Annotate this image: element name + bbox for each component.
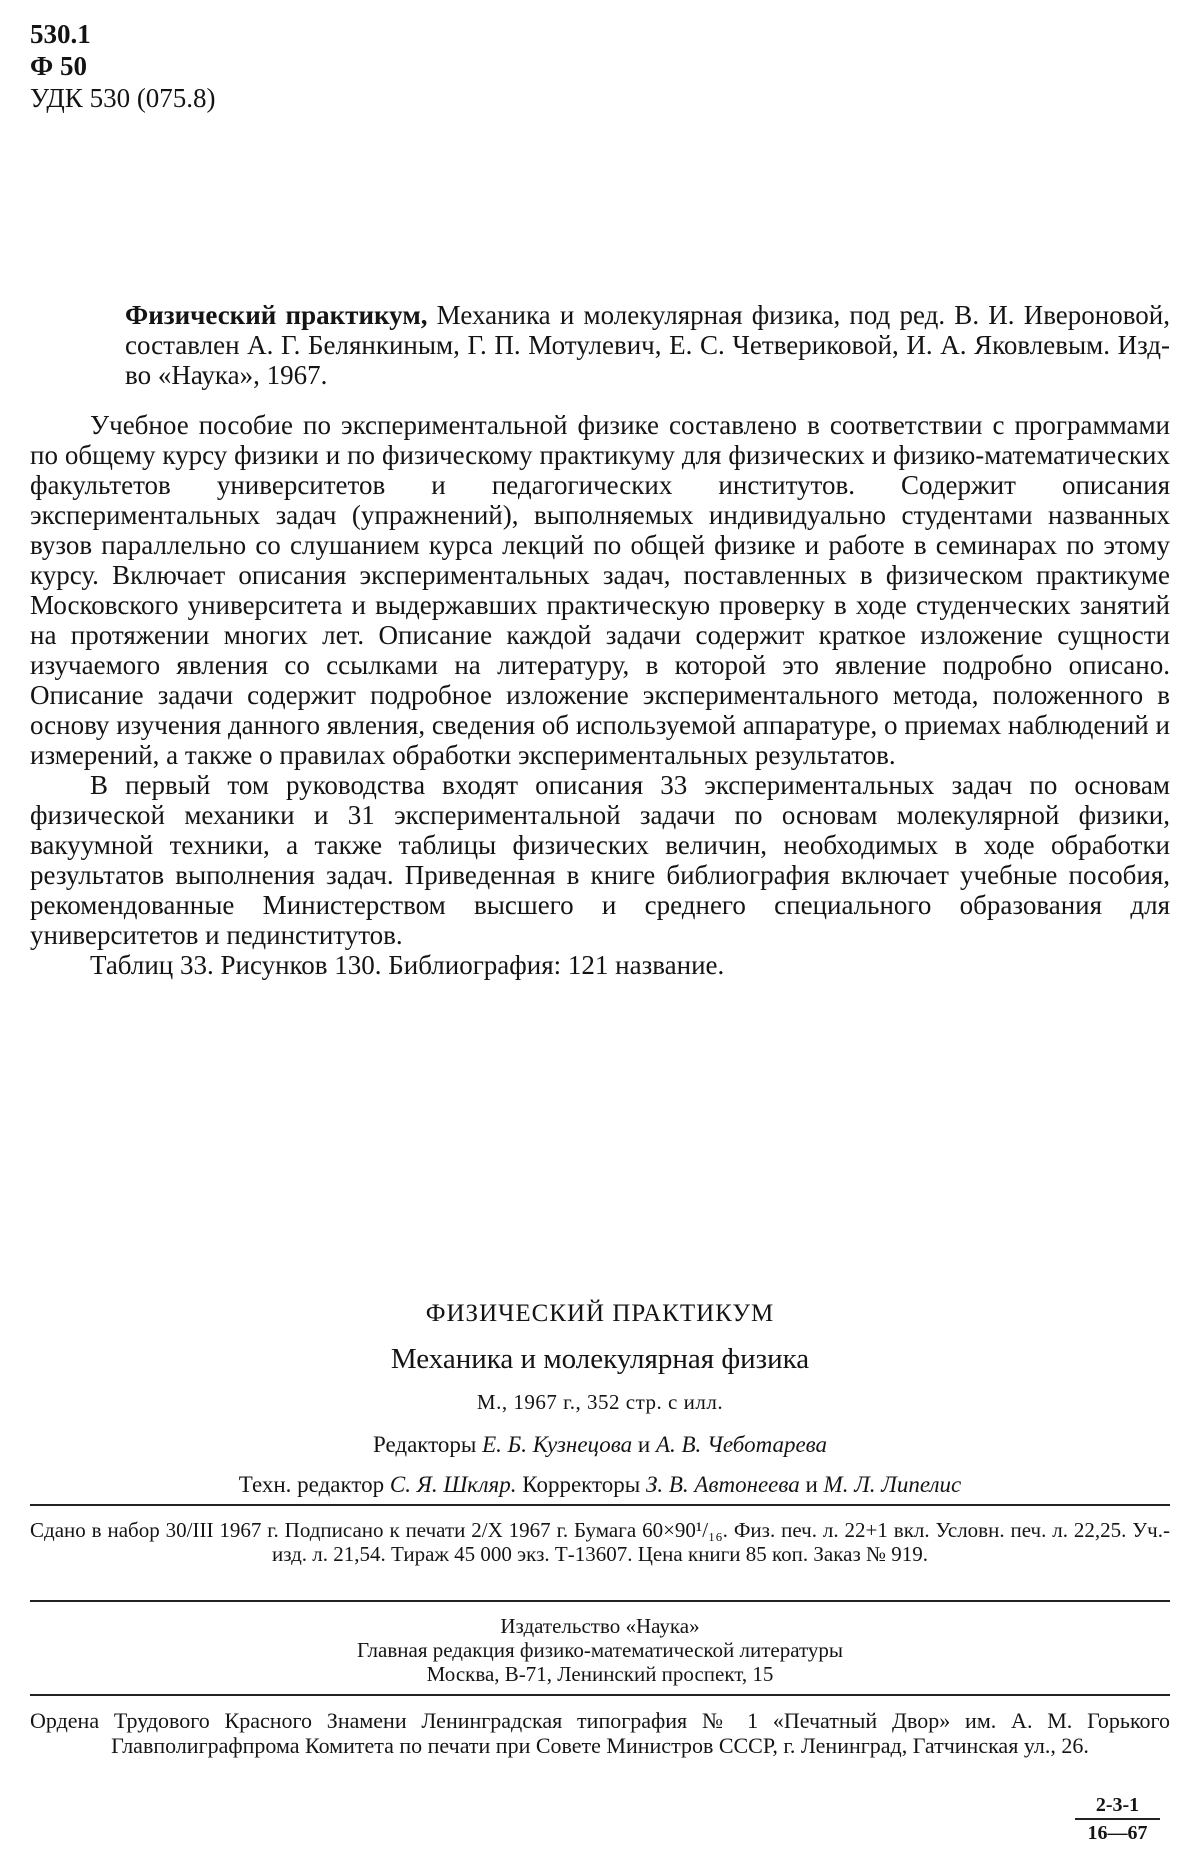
- printing-house-info: Ордена Трудового Красного Знамени Ленинградская типография № 1 «Печатный Двор» им. А. М. Горького Главполиграфпрома Комитета по печати при Совете Министров СССР, г. Ленинград, Гатчинская ул., 26.: [30, 1708, 1170, 1758]
- imprint-publication-info: М., 1967 г., 352 стр. с илл.: [476, 1390, 724, 1414]
- divider-rule: [30, 1600, 1170, 1602]
- citation-title: Физический практикум,: [125, 300, 428, 330]
- publisher-info: [30, 1614, 1170, 1686]
- tech-editor-label: Техн. редактор: [238, 1472, 390, 1497]
- editor-name-2: А. В. Чеботарева: [655, 1432, 827, 1457]
- abstract-section: [30, 300, 1170, 980]
- abstract-paragraph-1: Учебное пособие по экспериментальной физике составлено в соответствии с программами по общему курсу физики и по физическому практикуму для физических и физико-математических факультетов университетов и педагогических институтов. Содержит описания экспериментальных задач (упражнений), выполняемых индивидуально студентами названных вузов параллельно со слушанием курса лекций по общей физике и работе в семинарах по этому курсу. Включает описания экспериментальных задач, поставленных в физическом практикуме Московского университета и выдержавших практическую проверку в ходе студенческих занятий на протяжении многих лет. Описание каждой задачи содержит краткое изложение сущности изучаемого явления со ссылками на литературу, в которой это явление подробно описано. Описание задачи содержит подробное изложение экспериментального метода, положенного в основу изучения данного явления, сведения об используемой аппаратуре, о приемах наблюдений и измерений, а также о правилах обработки экспериментальных результатов.: [30, 410, 1170, 770]
- imprint-subtitle: Механика и молекулярная физика: [390, 1343, 810, 1375]
- print-details: Сдано в набор 30/III 1967 г. Подписано к печати 2/X 1967 г. Бумага 60×90¹/₁₆. Физ. печ. л. 22+1 вкл. Условн. печ. л. 22,25. Уч.-изд. л. 21,54. Тираж 45 000 экз. Т-13607. Цена книги 85 коп. Заказ № 919.: [30, 1518, 1170, 1566]
- abstract-summary-counts: Таблиц 33. Рисунков 130. Библиография: 121 название.: [90, 950, 725, 980]
- imprint-editors: [30, 1432, 1170, 1458]
- publisher-department: Главная редакция физико-математической литературы: [356, 1638, 843, 1662]
- imprint-technical-staff: [30, 1472, 1170, 1498]
- abstract-paragraph-2: В первый том руководства входят описания 33 экспериментальных задач по основам физической механики и 31 экспериментальной задачи по основам молекулярной физики, вакуумной техники, а также таблицы физических величин, необходимых в ходе обработки результатов выполнения задач. Приведенная в книге библиография включает учебные пособия, рекомендованные Министерством высшего и среднего специального образования для университетов и пединститутов.: [30, 770, 1170, 950]
- editor-name-1: Е. Б. Кузнецова: [482, 1432, 633, 1457]
- citation-details: Механика и молекулярная физика, под ред. В. И. Ивероновой, составлен А. Г. Белянкиным, Г. П. Мотулевич, Е. С. Четвериковой, И. А. Яковлевым. Изд-во «Наука», 1967.: [125, 300, 1171, 390]
- corrector-name-1: З. В. Автонеева: [645, 1472, 800, 1497]
- imprint-book-title: ФИЗИЧЕСКИЙ ПРАКТИКУМ: [425, 1300, 775, 1327]
- classification-codes: [30, 18, 216, 114]
- corrector-name-2: М. Л. Липелис: [823, 1472, 962, 1497]
- divider-rule: [30, 1504, 1170, 1506]
- editors-conjunction: и: [632, 1432, 656, 1457]
- divider-rule: [30, 1694, 1170, 1696]
- publisher-address: Москва, В-71, Ленинский проспект, 15: [426, 1662, 774, 1686]
- index-code-top: 2-3-1: [1075, 1792, 1160, 1820]
- udc-code: УДК 530 (075.8): [30, 83, 216, 113]
- publication-index-code: [1075, 1792, 1160, 1846]
- correctors-label: Корректоры: [516, 1472, 646, 1497]
- editors-label: Редакторы: [372, 1432, 483, 1457]
- bibliographic-citation: [30, 300, 1170, 390]
- correctors-conjunction: и: [799, 1472, 824, 1497]
- publisher-name: Издательство «Наука»: [500, 1614, 700, 1638]
- index-code-bottom: 16—67: [1087, 1822, 1148, 1844]
- classification-number: 530.1: [30, 19, 91, 49]
- tech-editor-name: С. Я. Шкляр.: [389, 1472, 517, 1497]
- library-code: Ф 50: [30, 51, 87, 81]
